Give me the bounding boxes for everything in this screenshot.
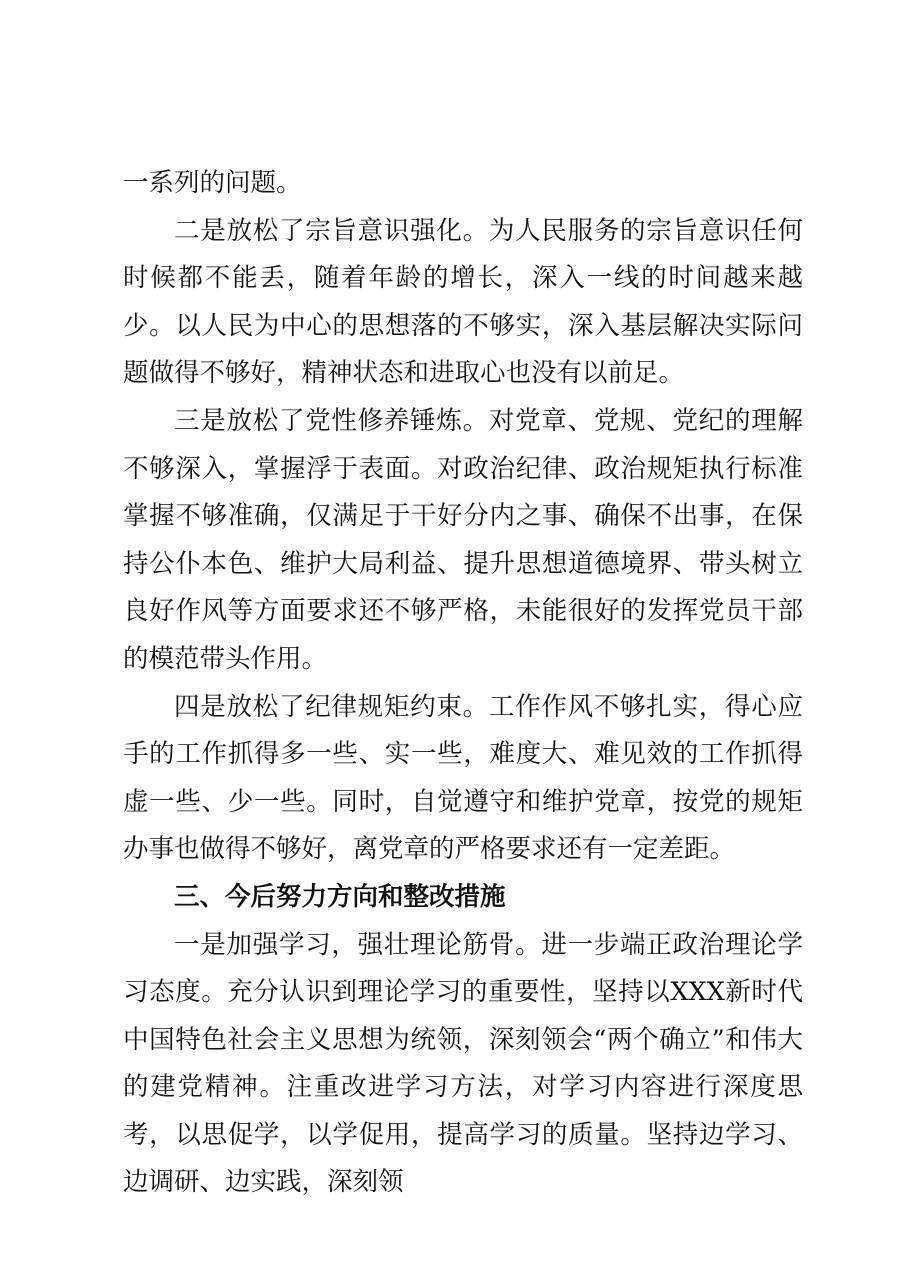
paragraph-continuation: 一系列的问题。: [123, 168, 302, 198]
paragraph-discipline: 四是放松了纪律规矩约束。工作作风不够扎实，得心应手的工作抓得多一些、实一些，难度大、难见效的工作抓得虚一些、少一些。同时，自觉遵守和维护党章，按党的规矩办事也做得不够好，离党章的严格要求还有一定差距。: [123, 691, 803, 865]
document-body: [123, 160, 803, 1207]
paragraph-study-measure: 一是加强学习，强壮理论筋骨。进一步端正政治理论学习态度。充分认识到理论学习的重要性，坚持以XXX新时代中国特色社会主义思想为统领，深刻领会“两个确立”和伟大的建党精神。注重改进学习方法，对学习内容进行深度思考，以思促学，以学促用，提高学习的质量。坚持边学习、边调研、边实践，深刻领: [123, 929, 803, 1198]
paragraph-party-spirit: 三是放松了党性修养锤炼。对党章、党规、党纪的理解不够深入，掌握浮于表面。对政治纪律、政治规矩执行标准掌握不够准确，仅满足于干好分内之事、确保不出事，在保持公仆本色、维护大局利益、提升思想道德境界、带头树立良好作风等方面要求还不够严格，未能很好的发挥党员干部的模范带头作用。: [123, 405, 803, 674]
section-heading: 三、今后努力方向和整改措施: [174, 881, 506, 912]
paragraph-purpose-awareness: 二是放松了宗旨意识强化。为人民服务的宗旨意识任何时候都不能丢，随着年龄的增长，深入一线的时间越来越少。以人民为中心的思想落的不够实，深入基层解决实际问题做得不够好，精神状态和进取心也没有以前足。: [123, 215, 803, 389]
